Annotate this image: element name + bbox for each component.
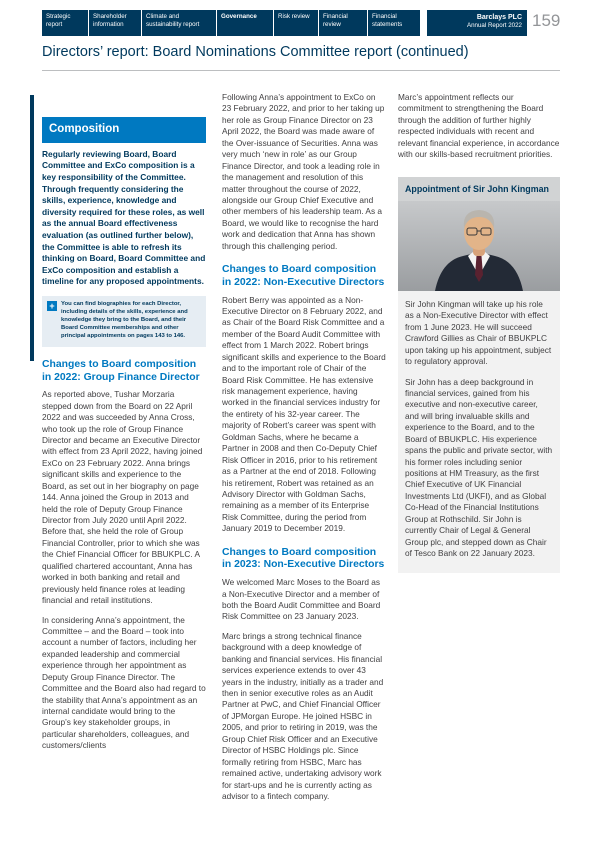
nav-tab-governance[interactable]: Governance (217, 10, 273, 36)
title-divider (42, 70, 560, 71)
biography-note (42, 296, 206, 347)
biography-note-text: You can find biographies for each Director, including details of the skills, experience and knowledge they bring to the Board, and their Board Committee memberships and other principal appointments on pages 143 to 146. (61, 300, 188, 339)
kingman-portrait-photo (398, 201, 560, 291)
kingman-card-title: Appointment of Sir John Kingman (398, 177, 560, 201)
nav-tab-strategic-report[interactable]: Strategic report (42, 10, 88, 36)
gfd-paragraph-1: As reported above, Tushar Morzaria stepped down from the Board on 22 April 2022 and was succeeded by Anna Cross, who took up the role of Group Finance Director and became an Executive Director with effect from 23 April 2022, having joined ExCo on 23 February 2022. Anna brings significant skills and experience to the Board, as set out in her biography on page 144. Anna joined the Group in 2013 and held the role of Deputy Group Finance Director from July 2020 until April 2022. Before that, she held the role of Group Financial Controller, prior to which she was the Chief Financial Officer for BBUKPLC. A qualified chartered accountant, Anna has worked in both banking and retail and previously held finance roles at leading financial and retail institutions. (42, 389, 203, 606)
anna-exco-paragraph: Following Anna’s appointment to ExCo on 23 February 2022, and prior to her taking up her role as Group Finance Director on 23 April 2022, the Board was made aware of the Over-issuance of Securities. Anna was very much ‘new in role’ as our Group Finance Director, and took a leading role in the management and resolution of this matter throughout the course of 2022, alongside our Group Chief Executive and other members of his leadership team. As a Board, we would like to recognise the hard work and dedication that Anna has shown through this challenging period. (222, 92, 385, 251)
nav-tab-financial-review[interactable]: Financial review (319, 10, 367, 36)
column-right (398, 92, 560, 573)
report-section-nav (42, 10, 527, 36)
nav-tab-financial-statements[interactable]: Financial statements (368, 10, 420, 36)
page-title: Directors’ report: Board Nominations Committee report (continued) (42, 44, 469, 60)
column-left (42, 95, 206, 760)
plus-icon: + (47, 301, 57, 311)
report-brand-block (427, 10, 527, 36)
marc-moses-paragraph-2: Marc brings a strong technical finance background with a deep knowledge of banking and financial services. His financial services experience extends to over 43 years in the industry, initially as a trader and then in senior executive roles as an Audit Partner at PwC, and Chief Financial Officer of JPMorgan Europe. He joined HSBC in 2005, and prior to retiring in 2019, was the Group Chief Risk Officer and an Executive Director of HSBC Holdings plc. Since formally retiring from HSBC, Marc has remained active, undertaking advisory work for start-ups and he is currently acting as advisor to a fintech company. (222, 630, 384, 801)
nav-tab-shareholder-information[interactable]: Shareholder information (89, 10, 141, 36)
composition-accent-bar (30, 95, 34, 361)
kingman-card-body (398, 291, 560, 573)
nav-tab-climate-sustainability[interactable]: Climate and sustainability report (142, 10, 216, 36)
marc-appointment-paragraph: Marc’s appointment reflects our commitment to strengthening the Board through the addition of further highly respected individuals with recent and relevant financial experience, in accordance with our skills-based recruitment priorities. (398, 92, 560, 160)
kingman-paragraph-1: Sir John Kingman will take up his role as a Non-Executive Director with effect from 1 June 2023. He will succeed Crawford Gillies as Chair of BBUKPLC upon taking up his appointment, subject to regulatory approval. (405, 298, 552, 367)
heading-ned-2023: Changes to Board composition in 2023: Non-Executive Directors (222, 546, 385, 571)
composition-header: Composition (42, 117, 206, 143)
heading-ned-2022: Changes to Board composition in 2022: Non-Executive Directors (222, 264, 385, 288)
page-number: 159 (532, 11, 561, 30)
composition-intro: Regularly reviewing Board, Board Committee and ExCo composition is a key responsibility of the Committee. Through frequently considering the skills, experience, knowledge and diversity required for these roles, as well as the annual Board effectiveness evaluation (as outlined further below), the Committee is able to refresh its thinking on Board, Board Committee and ExCo composition and establish a timeline for any proposed appointments. (42, 148, 206, 287)
nav-tab-risk-review[interactable]: Risk review (274, 10, 318, 36)
kingman-appointment-card (398, 177, 560, 573)
kingman-paragraph-2: Sir John has a deep background in financial services, gained from his executive and non-executive career, and will bring invaluable skills and experience to the Board, and to the Board of BBUKPLC. His experience spans the public and private sector, with his former roles including senior positions at HM Treasury, as the first Chief Executive of UK Financial Investments Ltd (UKFI), and as Global Co-Head of the Financial Institutions Group at Rothschild. Sir John is currently Chair of Legal & General Group plc, and stepped down as Chair of Tesco Bank on 22 January 2023. (405, 376, 553, 559)
heading-gfd-2022: Changes to Board composition in 2022: Group Finance Director (42, 358, 200, 383)
column-middle (222, 92, 386, 810)
marc-moses-paragraph-1: We welcomed Marc Moses to the Board as a Non-Executive Director and a member of both the Board Audit Committee and Board Risk Committee on 23 January 2023. (222, 577, 381, 622)
robert-berry-paragraph: Robert Berry was appointed as a Non-Executive Director on 8 February 2022, and as Chair of the Board Risk Committee and a member of the Board Audit Committee with effect from 1 March 2022. Robert brings significant skills and experience to the Board and to the important role of Chair of the Board Risk Committee. He has extensive risk management experience, having worked in the financial services industry for the entirety of his 32-year career. The majority of Robert’s career was spent with Goldman Sachs, where he became a Partner in 2008 and then Co-Deputy Chief Risk Officer in 2016, prior to his retirement as a Partner at the end of 2018. Following his retirement, Robert was retained as an Advisory Director with Goldman Sachs, remaining as a member of its Enterprise Risk Committee, during the period from January 2019 to December 2019. (222, 294, 386, 534)
brand-subtitle: Annual Report 2022 (466, 22, 522, 30)
gfd-paragraph-2: In considering Anna’s appointment, the Committee – and the Board – took into account a number of factors, including her expanded leadership and commercial experience through her appointment as Deputy Group Finance Director. The Committee and the Board also had regard to the stability that Anna’s appointment as an internal candidate would bring to the Group’s key stakeholder groups, in particular shareholders, colleagues, and customers/clients (42, 614, 206, 751)
brand-name: Barclays PLC (476, 14, 522, 21)
